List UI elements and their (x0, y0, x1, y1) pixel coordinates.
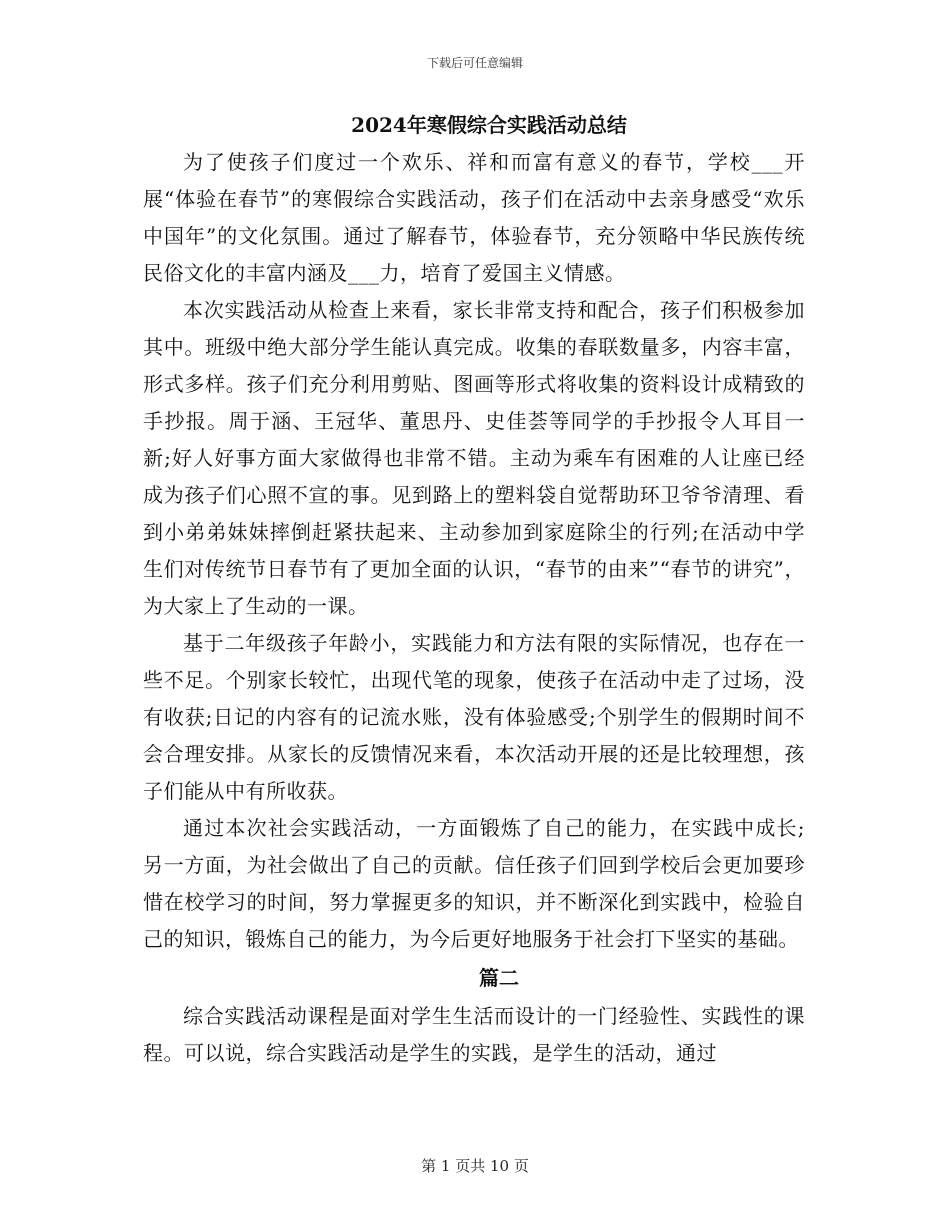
document-body (143, 110, 805, 1072)
paragraph-4: 通过本次社会实践活动，一方面锻炼了自己的能力，在实践中成长;另一方面，为社会做出了自己的贡献。信任孩子们回到学校后会更加要珍惜在校学习的时间，努力掌握更多的知识，并不断深化到实践中，检验自己的知识，锻炼自己的能力，为今后更好地服务于社会打下坚实的基础。 (143, 816, 805, 951)
document-title: 2024年寒假综合实践活动总结 (351, 113, 627, 137)
paragraph-2: 本次实践活动从检查上来看，家长非常支持和配合，孩子们积极参加其中。班级中绝大部分学生能认真完成。收集的春联数量多，内容丰富，形式多样。孩子们充分利用剪贴、图画等形式将收集的资料设计成精致的手抄报。周于涵、王冠华、董思丹、史佳荟等同学的手抄报令人耳目一新;好人好事方面大家做得也非常不错。主动为乘车有困难的人让座已经成为孩子们心照不宣的事。见到路上的塑料袋自觉帮助环卫爷爷清理、看到小弟弟妹妹摔倒赶紧扶起来、主动参加到家庭除尘的行列;在活动中学生们对传统节日春节有了更加全面的认识，“春节的由来”“春节的讲究”，为大家上了生动的一课。 (143, 298, 805, 618)
paragraph-1: 为了使孩子们度过一个欢乐、祥和而富有意义的春节，学校___开展“体验在春节”的寒假综合实践活动，孩子们在活动中去亲身感受“欢乐中国年”的文化氛围。通过了解春节，体验春节，充分领略中华民族传统民俗文化的丰富内涵及___力，培育了爱国主义情感。 (143, 150, 805, 285)
section-heading: 篇二 (479, 966, 519, 990)
page-number: 第 1 页共 10 页 (421, 1157, 529, 1175)
paragraph-3: 基于二年级孩子年龄小，实践能力和方法有限的实际情况，也存在一些不足。个别家长较忙，出现代笔的现象，使孩子在活动中走了过场，没有收获;日记的内容有的记流水账，没有体验感受;个别学生的假期时间不会合理安排。从家长的反馈情况来看，本次活动开展的还是比较理想，孩子们能从中有所收获。 (143, 631, 805, 803)
download-note: 下载后可任意编辑 (426, 56, 523, 70)
section-2-paragraph: 综合实践活动课程是面对学生生活而设计的一门经验性、实践性的课程。可以说，综合实践活动是学生的实践，是学生的活动，通过 (143, 1004, 805, 1065)
